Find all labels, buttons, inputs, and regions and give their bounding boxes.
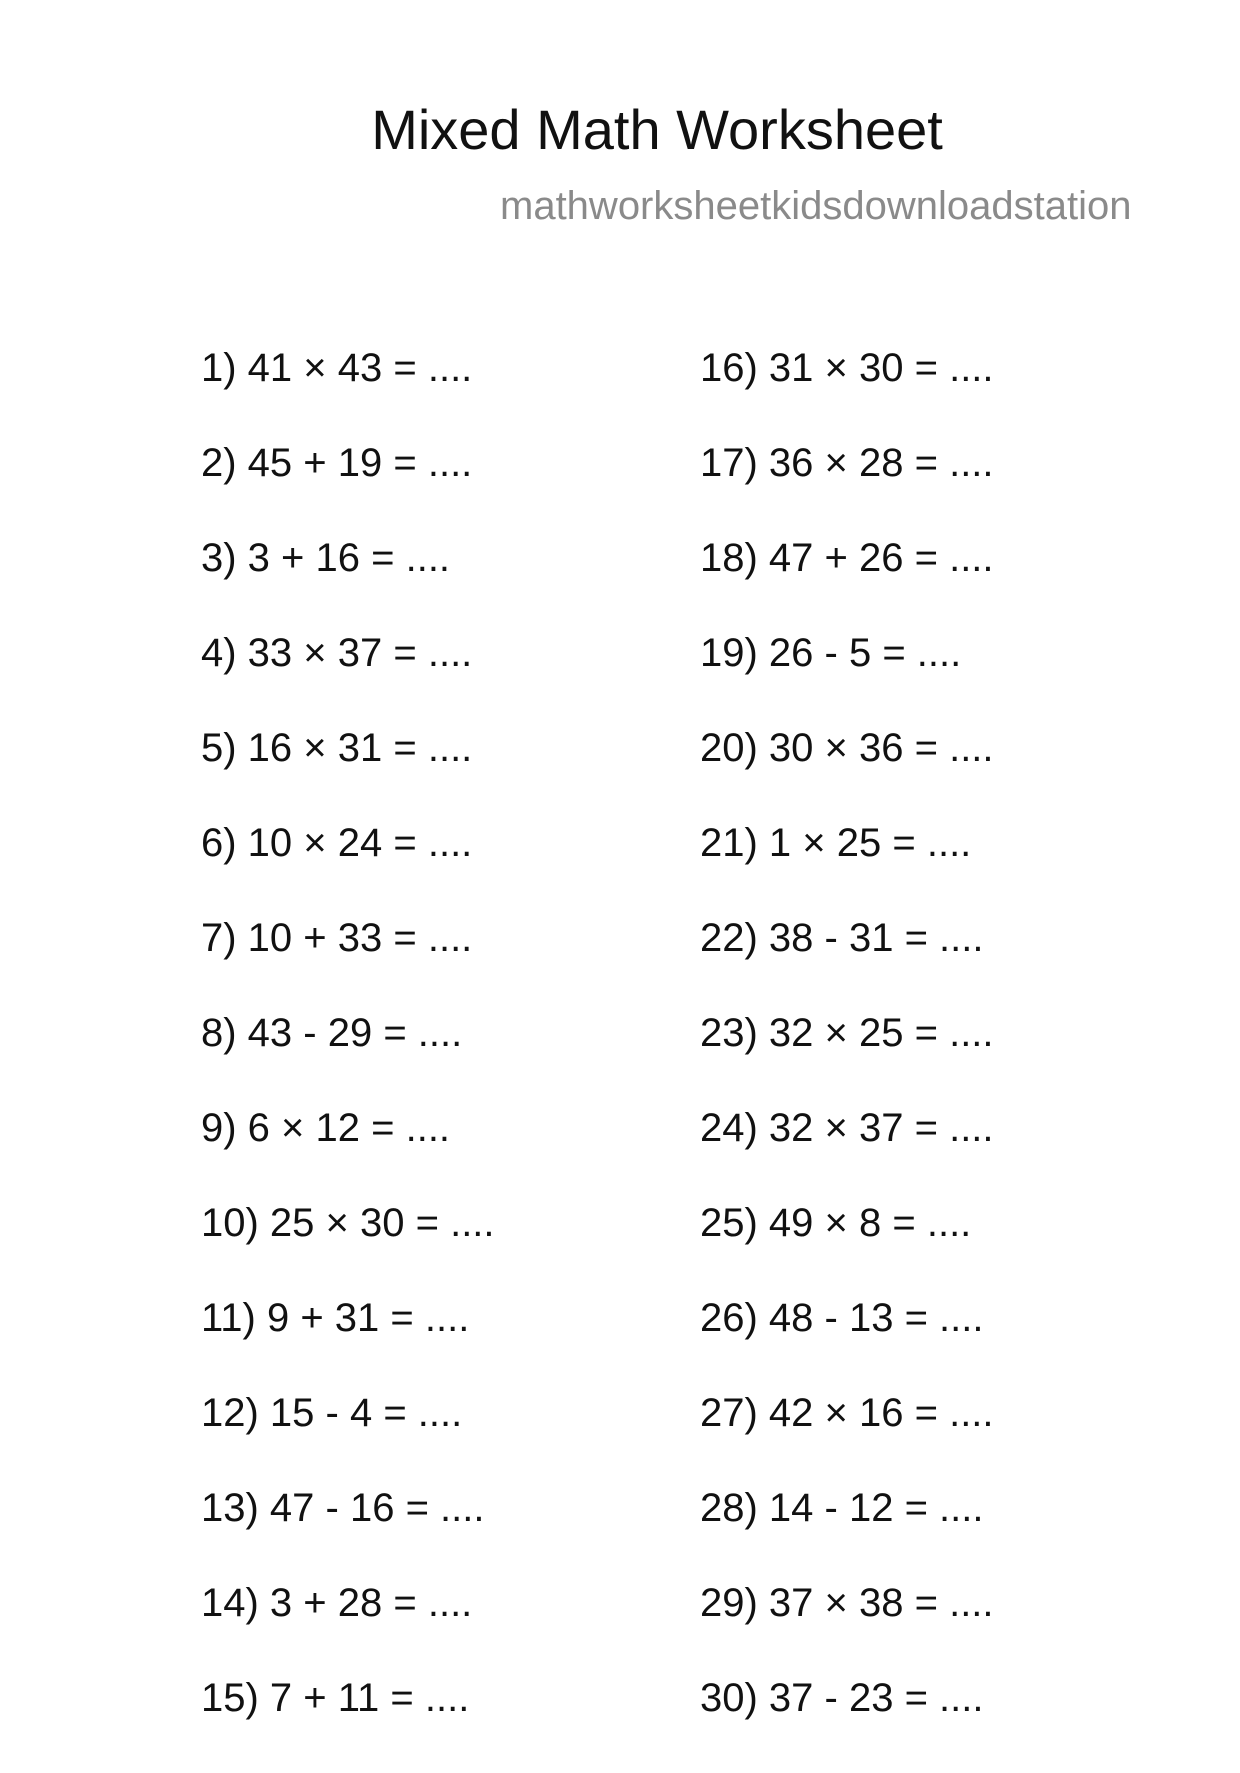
source-watermark: mathworksheetkidsdownloadstation (500, 184, 1132, 228)
problem-column-right (700, 348, 994, 1773)
problem-25: 25) 49 × 8 = .... (700, 1201, 972, 1245)
problem-column-left (201, 348, 495, 1773)
problem-19: 19) 26 - 5 = .... (700, 631, 962, 675)
problem-30: 30) 37 - 23 = .... (700, 1676, 984, 1720)
problem-9: 9) 6 × 12 = .... (201, 1106, 451, 1150)
problem-29: 29) 37 × 38 = .... (700, 1581, 994, 1625)
problem-5: 5) 16 × 31 = .... (201, 726, 473, 770)
problem-3: 3) 3 + 16 = .... (201, 536, 451, 580)
problem-16: 16) 31 × 30 = .... (700, 346, 994, 390)
problem-4: 4) 33 × 37 = .... (201, 631, 473, 675)
page-title: Mixed Math Worksheet (371, 98, 943, 161)
problem-1: 1) 41 × 43 = .... (201, 346, 473, 390)
problem-21: 21) 1 × 25 = .... (700, 821, 972, 865)
problem-22: 22) 38 - 31 = .... (700, 916, 984, 960)
problem-23: 23) 32 × 25 = .... (700, 1011, 994, 1055)
problem-13: 13) 47 - 16 = .... (201, 1486, 485, 1530)
problem-11: 11) 9 + 31 = .... (201, 1296, 470, 1340)
problem-27: 27) 42 × 16 = .... (700, 1391, 994, 1435)
problem-7: 7) 10 + 33 = .... (201, 916, 473, 960)
problem-26: 26) 48 - 13 = .... (700, 1296, 984, 1340)
problem-24: 24) 32 × 37 = .... (700, 1106, 994, 1150)
problem-2: 2) 45 + 19 = .... (201, 441, 473, 485)
problem-20: 20) 30 × 36 = .... (700, 726, 994, 770)
problem-6: 6) 10 × 24 = .... (201, 821, 473, 865)
problem-8: 8) 43 - 29 = .... (201, 1011, 463, 1055)
problem-12: 12) 15 - 4 = .... (201, 1391, 463, 1435)
problem-28: 28) 14 - 12 = .... (700, 1486, 984, 1530)
problem-17: 17) 36 × 28 = .... (700, 441, 994, 485)
problem-18: 18) 47 + 26 = .... (700, 536, 994, 580)
problem-15: 15) 7 + 11 = .... (201, 1676, 470, 1720)
problem-14: 14) 3 + 28 = .... (201, 1581, 473, 1625)
problem-10: 10) 25 × 30 = .... (201, 1201, 495, 1245)
